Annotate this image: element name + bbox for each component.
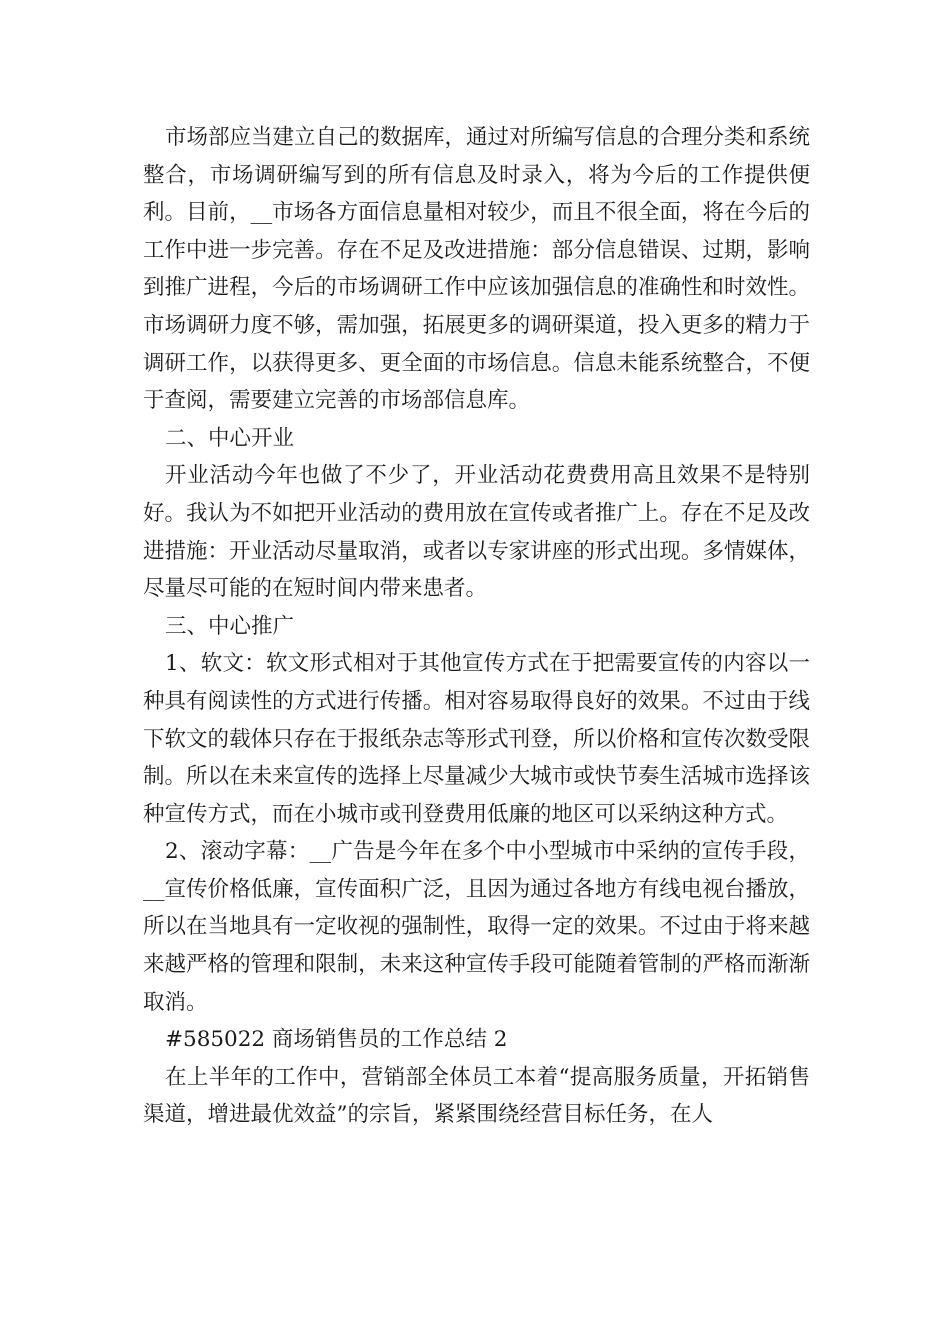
heading-summary-2: #585022 商场销售员的工作总结 2 — [165, 1027, 508, 1053]
paragraph-soft-articles: 1、软文：软文形式相对于其他宣传方式在于把需要宣传的内容以一种具有阅读性的方式进行传播。相对容易取得良好的效果。不过由于线下软文的载体只存在于报纸杂志等形式刊登，所以价格和宣传次数受限制。所以在未来宣传的选择上尽量减少大城市或快节奏生活城市选择该种宣传方式，而在小城市或刊登费用低廉的地区可以采纳这种方式。 — [143, 651, 810, 827]
paragraph-database: 市场部应当建立自己的数据库，通过对所编写信息的合理分类和系统整合，市场调研编写到的所有信息及时录入，将为今后的工作提供便利。目前，__市场各方面信息量相对较少，而且不很全面，将在今后的工作中进一步完善。存在不足及改进措施：部分信息错误、过期，影响到推广进程，今后的市场调研工作中应该加强信息的准确性和时效性。市场调研力度不够，需加强，拓展更多的调研渠道，投入更多的精力于调研工作，以获得更多、更全面的市场信息。信息未能系统整合，不便于查阅，需要建立完善的市场部信息库。 — [143, 125, 811, 414]
paragraph-scrolling-captions: 2、滚动字幕：__广告是今年在多个中小型城市中采纳的宣传手段，__宣传价格低廉，宣传面积广泛，且因为通过各地方有线电视台播放，所以在当地具有一定收视的强制性，取得一定的效果。不过由于将来越来越严格的管理和限制，未来这种宣传手段可能随着管制的严格而渐渐取消。 — [143, 839, 810, 1015]
heading-center-promotion: 三、中心推广 — [165, 613, 295, 639]
heading-center-opening: 二、中心开业 — [165, 425, 295, 451]
paragraph-opening-events: 开业活动今年也做了不少了，开业活动花费费用高且效果不是特别好。我认为不如把开业活动的费用放在宣传或者推广上。存在不足及改进措施：开业活动尽量取消，或者以专家讲座的形式出现。多情媒体，尽量尽可能的在短时间内带来患者。 — [143, 463, 810, 602]
paragraph-first-half-year: 在上半年的工作中，营销部全体员工本着“提高服务质量，开拓销售渠道，增进最优效益”的宗旨，紧紧围绕经营目标任务，在人 — [143, 1064, 810, 1128]
